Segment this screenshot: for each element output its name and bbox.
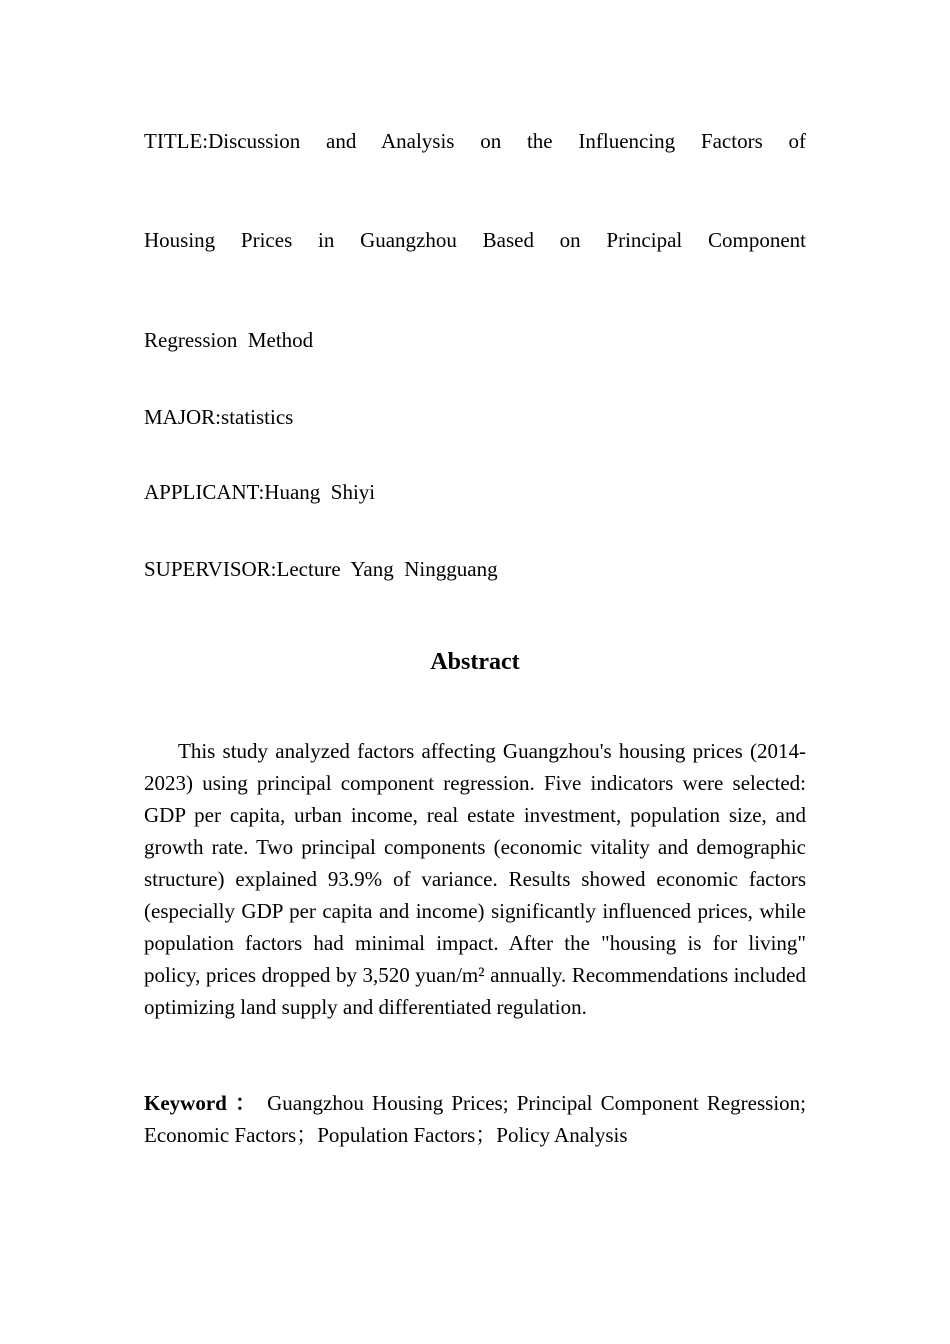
abstract-body: This study analyzed factors affecting Guangzhou's housing prices (2014-2023) using principal component regression. Five indicators were selected: GDP per capita, urban income, real estate investment, population size, and growth rate. Two principal components (economic vitality and demographic structure) explained 93.9% of variance. Results showed economic factors (especially GDP per capita and income) significantly influenced prices, while population factors had minimal impact. After the "housing is for living" policy, prices dropped by 3,520 yuan/m² annually. Recommendations included optimizing land supply and differentiated regulation. bbox=[144, 739, 806, 1019]
major-line: MAJOR:statistics bbox=[144, 405, 294, 429]
title-line-2: Housing Prices in Guangzhou Based on Principal Component bbox=[144, 228, 806, 252]
keywords-label: Keyword ： bbox=[144, 1091, 259, 1115]
keywords-paragraph bbox=[144, 1087, 806, 1151]
keywords-text: Guangzhou Housing Prices; Principal Component Regression; Economic Factors；Population Factors；Policy Analysis bbox=[144, 1091, 806, 1147]
supervisor-line: SUPERVISOR:Lecture Yang Ningguang bbox=[144, 557, 498, 581]
applicant-line: APPLICANT:Huang Shiyi bbox=[144, 480, 376, 504]
title-line-3: Regression Method bbox=[144, 328, 314, 352]
title-line-1: TITLE:Discussion and Analysis on the Influencing Factors of bbox=[144, 129, 806, 153]
abstract-heading: Abstract bbox=[430, 649, 520, 675]
